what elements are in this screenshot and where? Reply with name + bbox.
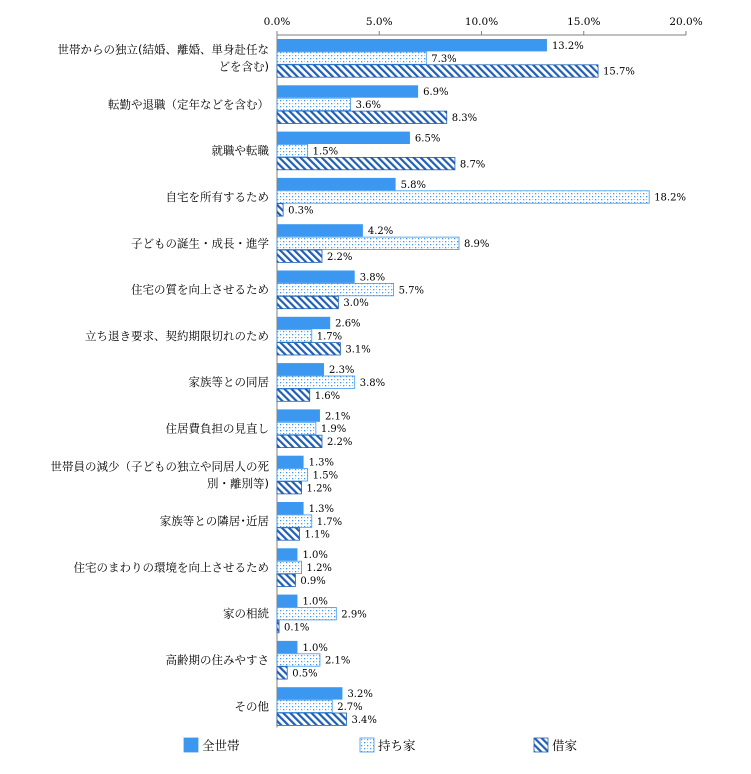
bar-hatched-13	[277, 667, 287, 679]
bar-solid-9	[277, 456, 304, 468]
data-label: 1.5%	[312, 470, 339, 482]
legend-label: 持ち家	[378, 738, 416, 753]
bar-solid-13	[277, 641, 297, 653]
data-label: 6.5%	[414, 133, 441, 145]
bar-solid-0	[277, 39, 547, 51]
data-label: 1.5%	[312, 146, 339, 158]
bar-solid-10	[277, 502, 304, 514]
data-label: 1.2%	[306, 483, 332, 495]
category-label: 住宅のまわりの環境を向上させるため	[73, 560, 269, 575]
data-label: 0.9%	[300, 576, 326, 587]
category-label: 家族等との同居	[188, 375, 269, 390]
bar-dotted-10	[277, 515, 312, 527]
data-label: 3.1%	[345, 344, 371, 356]
category-label: 立ち退き要求、契約期限切れのため	[85, 328, 269, 343]
bar-dotted-13	[277, 654, 320, 666]
bar-dotted-12	[277, 608, 336, 620]
data-label: 1.0%	[302, 642, 328, 654]
data-label: 3.8%	[359, 377, 386, 389]
category-label: 住居費負担の見直し	[165, 421, 269, 436]
bar-hatched-12	[277, 620, 279, 632]
data-label: 1.3%	[308, 457, 334, 469]
bar-solid-4	[277, 224, 363, 236]
category-label: どを含む)	[218, 59, 269, 74]
data-label: 1.7%	[316, 516, 343, 528]
data-label: 2.2%	[326, 251, 353, 263]
data-label: 2.6%	[335, 318, 361, 330]
category-label: 別・離別等)	[207, 476, 269, 491]
bar-solid-1	[277, 85, 418, 97]
bar-dotted-1	[277, 98, 351, 110]
data-label: 8.3%	[451, 113, 478, 124]
category-labels	[51, 43, 270, 714]
data-label: 1.1%	[304, 529, 330, 541]
bars	[277, 39, 686, 726]
data-label: 3.8%	[359, 272, 386, 284]
category-label: 住宅の質を向上させるため	[131, 282, 269, 297]
bar-hatched-6	[277, 343, 340, 355]
legend	[184, 738, 577, 753]
bar-solid-2	[277, 132, 410, 144]
bar-hatched-2	[277, 157, 455, 169]
data-label: 2.1%	[324, 655, 351, 667]
data-label: 2.7%	[337, 702, 363, 713]
x-tick-label: 20.0%	[669, 16, 703, 28]
data-label: 2.9%	[341, 609, 367, 621]
bar-solid-8	[277, 409, 320, 421]
bar-dotted-2	[277, 145, 308, 157]
bar-dotted-3	[277, 191, 649, 203]
category-label: 家族等との隣居･近居	[159, 514, 269, 529]
legend-label: 借家	[552, 738, 578, 753]
data-label: 8.9%	[464, 239, 490, 250]
bar-dotted-14	[277, 700, 332, 712]
bar-solid-6	[277, 317, 330, 329]
bar-solid-14	[277, 687, 342, 699]
bar-hatched-4	[277, 250, 322, 262]
bar-dotted-6	[277, 330, 312, 342]
legend-swatch-solid	[184, 738, 198, 752]
data-label: 1.2%	[306, 563, 332, 575]
data-label: 2.3%	[329, 365, 355, 376]
data-label: 3.6%	[355, 100, 382, 112]
bar-hatched-8	[277, 435, 322, 447]
data-label: 2.2%	[326, 437, 353, 449]
bar-hatched-5	[277, 296, 338, 308]
bar-hatched-10	[277, 528, 299, 540]
bar-dotted-0	[277, 52, 426, 64]
bar-hatched-3	[277, 204, 283, 216]
category-label: 子どもの誕生・成長・進学	[131, 236, 269, 251]
bar-hatched-1	[277, 111, 447, 123]
data-label: 2.1%	[324, 411, 351, 423]
category-label: 高齢期の住みやすさ	[165, 653, 269, 667]
bar-solid-11	[277, 548, 297, 560]
category-label: その他	[234, 699, 269, 714]
legend-label: 全世帯	[202, 738, 240, 753]
data-label: 5.7%	[398, 285, 424, 297]
category-label: 転勤や退職（定年などを含む）	[108, 97, 269, 112]
data-label: 1.0%	[302, 596, 328, 608]
category-label: 自宅を所有するため	[165, 190, 269, 204]
data-label: 4.2%	[367, 226, 394, 238]
bar-hatched-0	[277, 65, 598, 77]
data-label: 13.2%	[551, 40, 584, 52]
x-tick-label: 0.0%	[263, 16, 291, 28]
bar-solid-7	[277, 363, 324, 375]
data-label: 1.7%	[316, 331, 343, 343]
bar-dotted-7	[277, 376, 355, 388]
bar-dotted-8	[277, 422, 316, 434]
legend-swatch-hatched	[534, 738, 548, 752]
bar-solid-3	[277, 178, 396, 190]
data-label: 3.0%	[343, 298, 369, 310]
bar-hatched-14	[277, 713, 347, 725]
data-label: 3.4%	[351, 714, 377, 726]
data-label: 1.3%	[308, 503, 334, 515]
data-label: 6.9%	[423, 87, 449, 99]
data-label: 0.5%	[292, 668, 318, 680]
data-label: 5.8%	[400, 179, 427, 191]
category-label: 世帯からの独立(結婚、離婚、単身赴任な	[57, 42, 269, 57]
legend-swatch-dotted	[360, 738, 374, 752]
data-label: 15.7%	[603, 66, 635, 78]
bar-dotted-5	[277, 283, 394, 295]
category-label: 世帯員の減少（子どもの独立や同居人の死	[50, 459, 269, 474]
data-label: 18.2%	[654, 192, 686, 204]
bar-hatched-9	[277, 482, 302, 494]
category-label: 家の相続	[223, 606, 269, 621]
x-tick-label: 5.0%	[365, 16, 393, 28]
data-label: 8.7%	[459, 159, 486, 171]
category-label: 就職や転職	[211, 143, 269, 158]
bar-dotted-9	[277, 469, 308, 481]
data-label: 7.3%	[431, 53, 457, 65]
data-label: 1.9%	[320, 424, 347, 436]
bar-dotted-4	[277, 237, 459, 249]
x-tick-label: 10.0%	[464, 16, 499, 28]
x-tick-label: 15.0%	[567, 16, 601, 28]
bar-solid-12	[277, 595, 297, 607]
data-label: 1.6%	[314, 390, 341, 402]
data-label: 0.3%	[288, 205, 314, 217]
bar-solid-5	[277, 271, 355, 283]
data-label: 0.1%	[284, 622, 310, 634]
data-label: 1.0%	[302, 550, 328, 562]
data-label: 3.2%	[347, 689, 373, 701]
bar-dotted-11	[277, 561, 302, 573]
bar-hatched-7	[277, 389, 310, 401]
bar-hatched-11	[277, 574, 295, 586]
